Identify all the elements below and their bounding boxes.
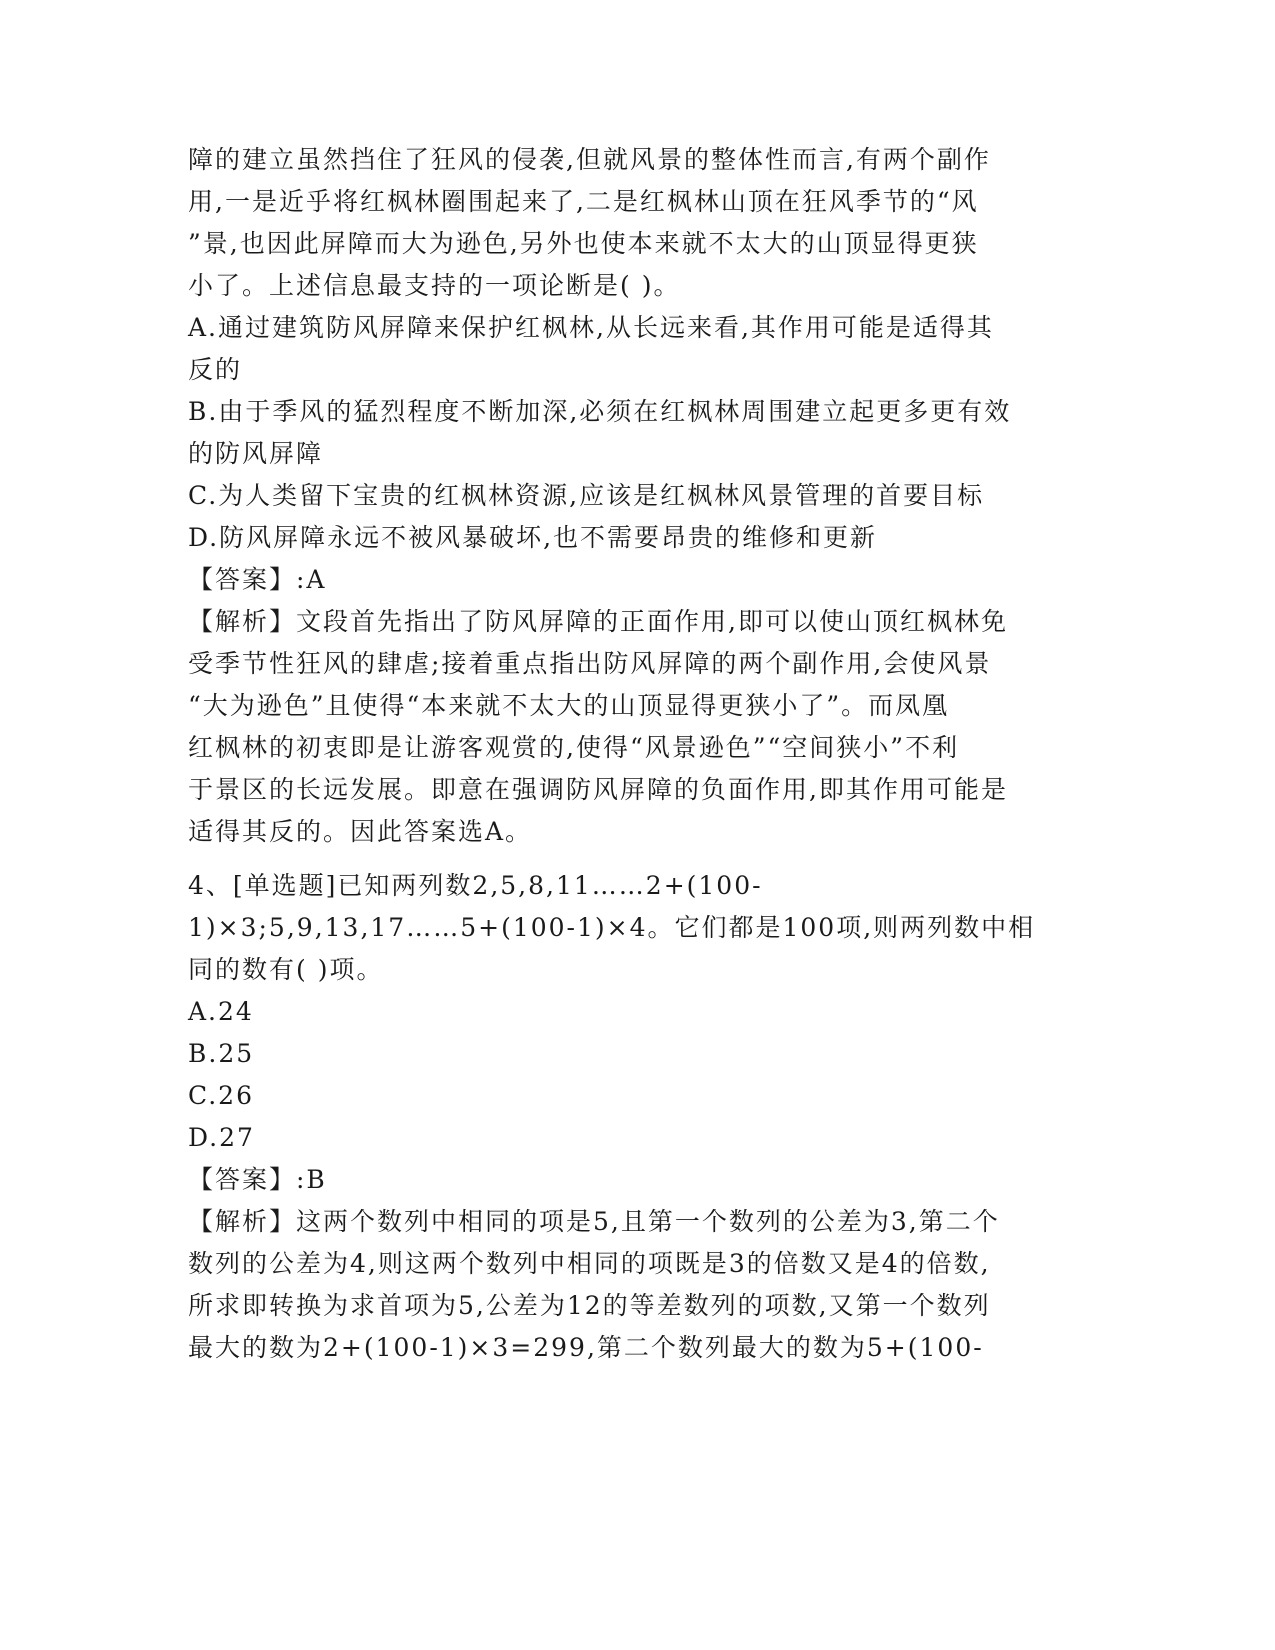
q3-answer: 【答案】:A bbox=[188, 565, 327, 594]
q3-analysis-line: 受季节性狂风的肆虐;接着重点指出防风屏障的两个副作用,会使风景 bbox=[188, 649, 992, 678]
q4-analysis-line: 数列的公差为4,则这两个数列中相同的项既是3的倍数又是4的倍数, bbox=[188, 1249, 991, 1278]
q4-option: D.27 bbox=[188, 1123, 255, 1152]
q4-stem-line: 同的数有( )项。 bbox=[188, 955, 384, 984]
q4-option: B.25 bbox=[188, 1039, 255, 1068]
q4-analysis-line: 所求即转换为求首项为5,公差为12的等差数列的项数,又第一个数列 bbox=[188, 1291, 991, 1320]
q3-analysis-line: 【解析】文段首先指出了防风屏障的正面作用,即可以使山顶红枫林免 bbox=[188, 607, 1008, 636]
q3-analysis-line: “大为逊色”且使得“本来就不太大的山顶显得更狭小了”。而凤凰 bbox=[188, 691, 950, 720]
q3-option-d: D.防风屏障永远不被风暴破坏,也不需要昂贵的维修和更新 bbox=[188, 523, 878, 552]
q4-option: C.26 bbox=[188, 1081, 254, 1110]
q3-option-a: A.通过建筑防风屏障来保护红枫林,从长远来看,其作用可能是适得其 bbox=[188, 313, 994, 342]
q3-option-b-cont: 的防风屏障 bbox=[188, 439, 324, 468]
q3-analysis-line: 于景区的长远发展。即意在强调防风屏障的负面作用,即其作用可能是 bbox=[188, 775, 1008, 804]
q3-stem-line: 小了。上述信息最支持的一项论断是( )。 bbox=[188, 271, 681, 300]
q4-analysis-line: 【解析】这两个数列中相同的项是5,且第一个数列的公差为3,第二个 bbox=[188, 1207, 1000, 1236]
q3-option-b: B.由于季风的猛烈程度不断加深,必须在红枫林周围建立起更多更有效 bbox=[188, 397, 1012, 426]
q3-option-a-cont: 反的 bbox=[188, 355, 243, 384]
q3-analysis-line: 适得其反的。因此答案选A。 bbox=[188, 817, 533, 846]
q3-stem-line: ”景,也因此屏障而大为逊色,另外也使本来就不太大的山顶显得更狭 bbox=[188, 229, 979, 258]
q4-stem-line: 1)×3;5,9,13,17……5+(100-1)×4。它们都是100项,则两列数中相 bbox=[188, 913, 1036, 942]
q4-analysis-line: 最大的数为2+(100-1)×3=299,第二个数列最大的数为5+(100- bbox=[188, 1333, 984, 1362]
q4-answer: 【答案】:B bbox=[188, 1165, 327, 1194]
q3-analysis-line: 红枫林的初衷即是让游客观赏的,使得“风景逊色”“空间狭小”不利 bbox=[188, 733, 960, 762]
q3-stem-line: 障的建立虽然挡住了狂风的侵袭,但就风景的整体性而言,有两个副作 bbox=[188, 145, 991, 174]
q3-option-c: C.为人类留下宝贵的红枫林资源,应该是红枫林风景管理的首要目标 bbox=[188, 481, 985, 510]
q3-stem-line: 用,一是近乎将红枫林圈围起来了,二是红枫林山顶在狂风季节的“风 bbox=[188, 187, 979, 216]
q4-stem-line: 4、[单选题]已知两列数2,5,8,11……2+(100- bbox=[188, 871, 763, 900]
q4-option: A.24 bbox=[188, 997, 254, 1026]
